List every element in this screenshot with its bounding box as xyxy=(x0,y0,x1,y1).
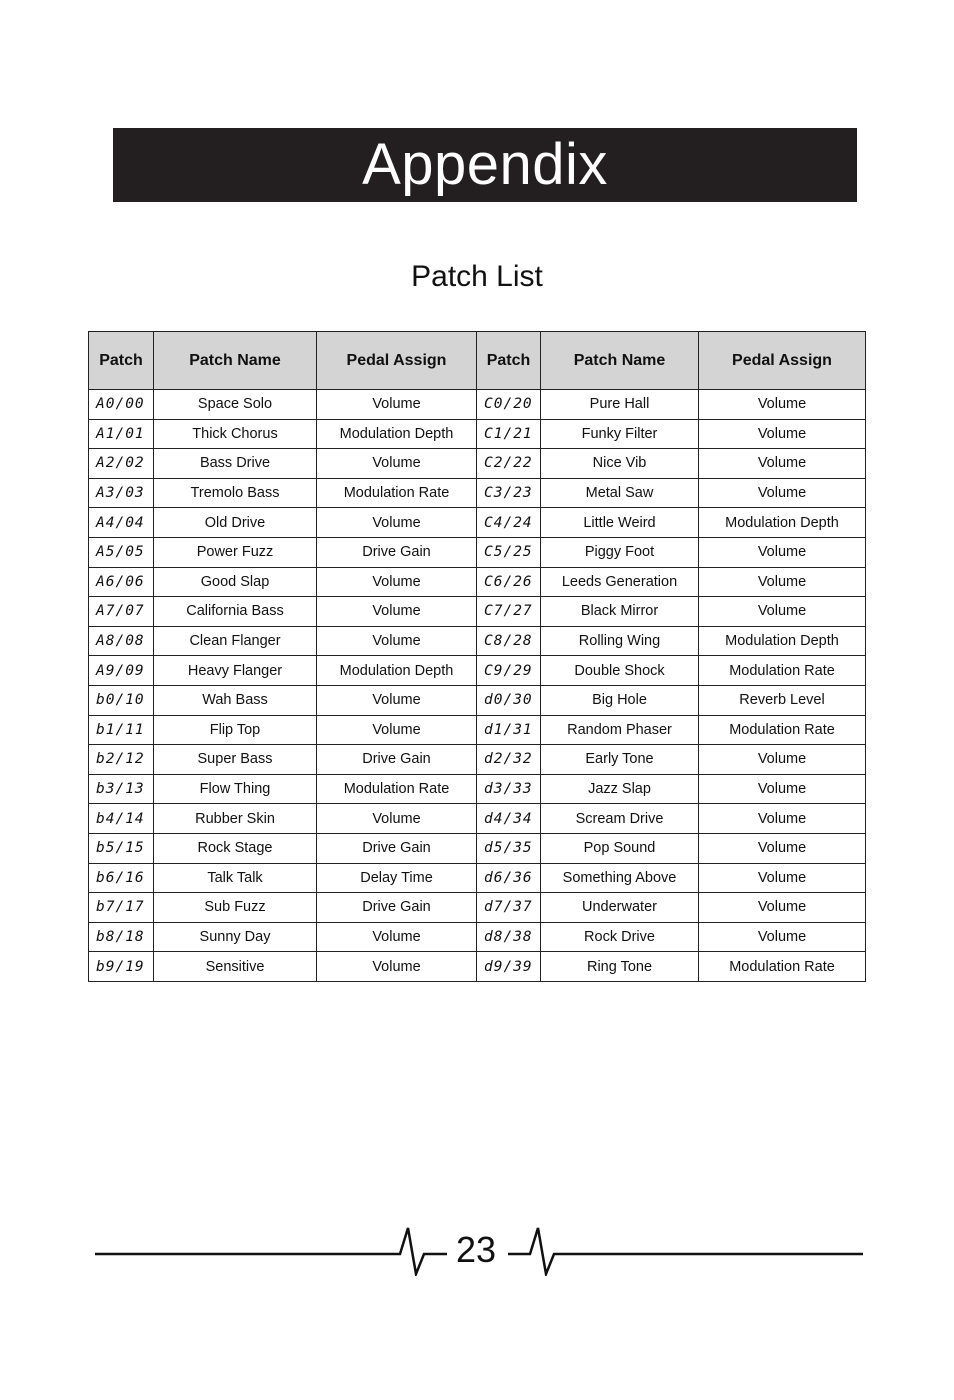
patch-name: Sensitive xyxy=(154,952,317,982)
patch-name: Big Hole xyxy=(541,685,699,715)
patch-name: Metal Saw xyxy=(541,478,699,508)
patch-code: A9/09 xyxy=(89,656,154,686)
patch-name: Little Weird xyxy=(541,508,699,538)
pedal-assign: Volume xyxy=(699,390,866,420)
patch-code: A4/04 xyxy=(89,508,154,538)
pedal-assign: Modulation Depth xyxy=(317,419,477,449)
patch-name: Good Slap xyxy=(154,567,317,597)
pedal-assign: Volume xyxy=(317,508,477,538)
table-row xyxy=(89,567,866,597)
patch-code: A5/05 xyxy=(89,537,154,567)
pedal-assign: Volume xyxy=(317,597,477,627)
patch-name: Thick Chorus xyxy=(154,419,317,449)
pedal-assign: Volume xyxy=(699,893,866,923)
patch-code: d6/36 xyxy=(477,863,541,893)
table-body xyxy=(89,390,866,982)
appendix-banner xyxy=(113,128,857,202)
patch-code: C2/22 xyxy=(477,449,541,479)
pedal-assign: Volume xyxy=(699,597,866,627)
patch-code: b1/11 xyxy=(89,715,154,745)
pedal-assign: Volume xyxy=(699,922,866,952)
patch-code: b0/10 xyxy=(89,685,154,715)
table-row xyxy=(89,478,866,508)
column-header-patch: Patch xyxy=(89,332,154,390)
patch-code: b2/12 xyxy=(89,745,154,775)
patch-name: Flip Top xyxy=(154,715,317,745)
patch-name: Power Fuzz xyxy=(154,537,317,567)
patch-code: d4/34 xyxy=(477,804,541,834)
patch-code: b9/19 xyxy=(89,952,154,982)
patch-name: Double Shock xyxy=(541,656,699,686)
pedal-assign: Volume xyxy=(317,449,477,479)
pedal-assign: Volume xyxy=(699,863,866,893)
table-row xyxy=(89,685,866,715)
table-row xyxy=(89,419,866,449)
pedal-assign: Volume xyxy=(699,449,866,479)
patch-name: California Bass xyxy=(154,597,317,627)
page-number: 23 xyxy=(455,1229,497,1270)
patch-code: b5/15 xyxy=(89,833,154,863)
patch-code: d9/39 xyxy=(477,952,541,982)
patch-code: d8/38 xyxy=(477,922,541,952)
patch-code: C9/29 xyxy=(477,656,541,686)
pedal-assign: Volume xyxy=(317,567,477,597)
patch-code: b8/18 xyxy=(89,922,154,952)
patch-name: Heavy Flanger xyxy=(154,656,317,686)
patch-code: b3/13 xyxy=(89,774,154,804)
patch-name: Bass Drive xyxy=(154,449,317,479)
patch-name: Talk Talk xyxy=(154,863,317,893)
patch-code: C6/26 xyxy=(477,567,541,597)
pedal-assign: Modulation Rate xyxy=(317,478,477,508)
patch-name: Leeds Generation xyxy=(541,567,699,597)
pedal-assign: Volume xyxy=(699,419,866,449)
pedal-assign: Volume xyxy=(317,952,477,982)
patch-name: Tremolo Bass xyxy=(154,478,317,508)
pedal-assign: Modulation Depth xyxy=(317,656,477,686)
patch-code: A0/00 xyxy=(89,390,154,420)
patch-code: d1/31 xyxy=(477,715,541,745)
patch-name: Rock Drive xyxy=(541,922,699,952)
patch-name: Wah Bass xyxy=(154,685,317,715)
table-row xyxy=(89,537,866,567)
pedal-assign: Reverb Level xyxy=(699,685,866,715)
pedal-assign: Delay Time xyxy=(317,863,477,893)
pedal-assign: Modulation Rate xyxy=(317,774,477,804)
header-row xyxy=(89,332,866,390)
patch-code: C7/27 xyxy=(477,597,541,627)
patch-name: Pop Sound xyxy=(541,833,699,863)
patch-code: A3/03 xyxy=(89,478,154,508)
patch-code: A8/08 xyxy=(89,626,154,656)
column-header-patch: Patch xyxy=(477,332,541,390)
table-row xyxy=(89,626,866,656)
table-row xyxy=(89,893,866,923)
page-title: Appendix xyxy=(362,132,608,197)
patch-code: C5/25 xyxy=(477,537,541,567)
patch-name: Jazz Slap xyxy=(541,774,699,804)
patch-name: Clean Flanger xyxy=(154,626,317,656)
patch-code: d2/32 xyxy=(477,745,541,775)
table-header xyxy=(89,332,866,390)
table-row xyxy=(89,508,866,538)
pedal-assign: Drive Gain xyxy=(317,893,477,923)
patch-name: Early Tone xyxy=(541,745,699,775)
patch-name: Sunny Day xyxy=(154,922,317,952)
patch-name: Rolling Wing xyxy=(541,626,699,656)
patch-code: A6/06 xyxy=(89,567,154,597)
patch-code: d7/37 xyxy=(477,893,541,923)
column-header-pedal-assign: Pedal Assign xyxy=(699,332,866,390)
patch-name: Piggy Foot xyxy=(541,537,699,567)
patch-code: C3/23 xyxy=(477,478,541,508)
pedal-assign: Modulation Rate xyxy=(699,952,866,982)
table-row xyxy=(89,745,866,775)
pedal-assign: Modulation Depth xyxy=(699,626,866,656)
column-header-patch-name: Patch Name xyxy=(541,332,699,390)
patch-name: Scream Drive xyxy=(541,804,699,834)
table-row xyxy=(89,774,866,804)
patch-name: Old Drive xyxy=(154,508,317,538)
table-row xyxy=(89,449,866,479)
table-row xyxy=(89,922,866,952)
patch-name: Black Mirror xyxy=(541,597,699,627)
patch-code: d3/33 xyxy=(477,774,541,804)
pedal-assign: Volume xyxy=(699,804,866,834)
patch-name: Flow Thing xyxy=(154,774,317,804)
patch-code: A1/01 xyxy=(89,419,154,449)
pedal-assign: Volume xyxy=(699,774,866,804)
pedal-assign: Modulation Rate xyxy=(699,656,866,686)
patch-name: Ring Tone xyxy=(541,952,699,982)
patch-name: Nice Vib xyxy=(541,449,699,479)
pedal-assign: Volume xyxy=(699,745,866,775)
pedal-assign: Drive Gain xyxy=(317,833,477,863)
patch-name: Pure Hall xyxy=(541,390,699,420)
patch-name: Sub Fuzz xyxy=(154,893,317,923)
pedal-assign: Volume xyxy=(317,390,477,420)
patch-code: d5/35 xyxy=(477,833,541,863)
patch-name: Rubber Skin xyxy=(154,804,317,834)
pedal-assign: Volume xyxy=(317,685,477,715)
column-header-patch-name: Patch Name xyxy=(154,332,317,390)
pedal-assign: Volume xyxy=(699,833,866,863)
pedal-assign: Volume xyxy=(317,922,477,952)
column-header-pedal-assign: Pedal Assign xyxy=(317,332,477,390)
table-row xyxy=(89,863,866,893)
table-row xyxy=(89,715,866,745)
table-row xyxy=(89,952,866,982)
table-row xyxy=(89,804,866,834)
patch-code: b7/17 xyxy=(89,893,154,923)
patch-code: b4/14 xyxy=(89,804,154,834)
table-row xyxy=(89,833,866,863)
pedal-assign: Volume xyxy=(699,567,866,597)
pedal-assign: Volume xyxy=(317,715,477,745)
patch-code: d0/30 xyxy=(477,685,541,715)
pedal-assign: Modulation Rate xyxy=(699,715,866,745)
section-title: Patch List xyxy=(411,260,543,293)
pedal-assign: Drive Gain xyxy=(317,745,477,775)
table-row xyxy=(89,390,866,420)
patch-code: C4/24 xyxy=(477,508,541,538)
pedal-assign: Volume xyxy=(699,478,866,508)
pedal-assign: Volume xyxy=(317,626,477,656)
pedal-assign: Volume xyxy=(317,804,477,834)
patch-name: Underwater xyxy=(541,893,699,923)
patch-name: Super Bass xyxy=(154,745,317,775)
patch-name: Funky Filter xyxy=(541,419,699,449)
table-row xyxy=(89,656,866,686)
patch-code: C0/20 xyxy=(477,390,541,420)
patch-code: A2/02 xyxy=(89,449,154,479)
pedal-assign: Volume xyxy=(699,537,866,567)
patch-name: Random Phaser xyxy=(541,715,699,745)
patch-code: A7/07 xyxy=(89,597,154,627)
pedal-assign: Drive Gain xyxy=(317,537,477,567)
pedal-assign: Modulation Depth xyxy=(699,508,866,538)
patch-name: Rock Stage xyxy=(154,833,317,863)
patch-name: Space Solo xyxy=(154,390,317,420)
patch-code: C1/21 xyxy=(477,419,541,449)
patch-code: b6/16 xyxy=(89,863,154,893)
table-row xyxy=(89,597,866,627)
patch-list-table xyxy=(88,331,866,982)
patch-code: C8/28 xyxy=(477,626,541,656)
patch-name: Something Above xyxy=(541,863,699,893)
